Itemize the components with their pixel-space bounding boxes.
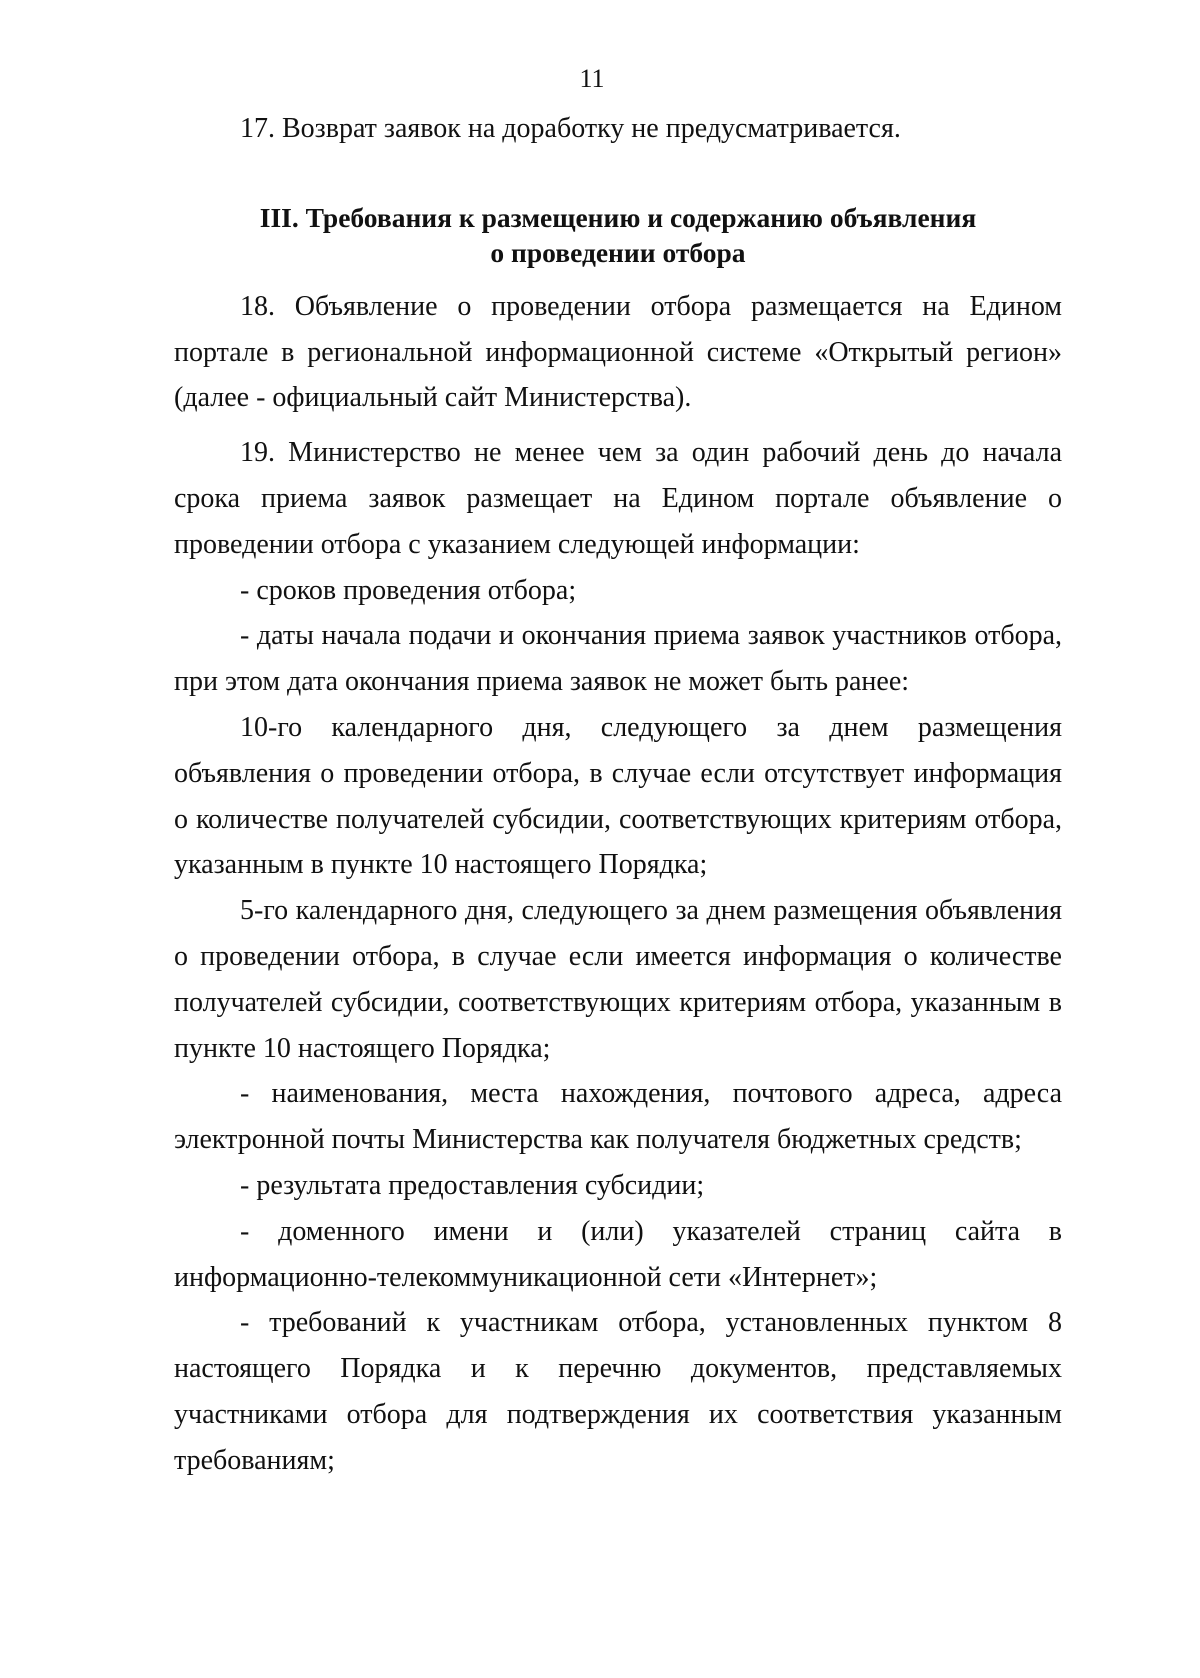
page-number: 11 [579, 64, 605, 93]
condition-5-day: 5-го календарного дня, следующего за днем размещения объявления о проведении отбора, в случае если имеется информация о количестве получателей субсидии, соответствующих критериям отбора, указанным в пункте 10 настоящего Порядка; [174, 895, 1062, 1064]
section-heading [174, 200, 1062, 270]
section-heading-line-1: III. Требования к размещению и содержанию объявления [259, 201, 977, 233]
list-item-subsidy-result: - результата предоставления субсидии; [240, 1169, 705, 1201]
list-item-deadlines: - сроков проведения отбора; [240, 574, 577, 606]
list-item-domain-name: - доменного имени и (или) указателей страниц сайта в информационно-телекоммуникационной сети «Интернет»; [174, 1215, 1062, 1293]
list-item-participant-requirements: - требований к участникам отбора, установленных пунктом 8 настоящего Порядка и к перечню документов, представляемых участниками отбора для подтверждения их соответствия указанным требованиям; [174, 1307, 1062, 1476]
list-item-dates: - даты начала подачи и окончания приема заявок участников отбора, при этом дата окончания приема заявок не может быть ранее: [174, 620, 1062, 698]
condition-10-day: 10-го календарного дня, следующего за днем размещения объявления о проведении отбора, в случае если отсутствует информация о количестве получателей субсидии, соответствующих критериям отбора, указанным в пункте 10 настоящего Порядка; [174, 711, 1062, 881]
paragraph-18: 18. Объявление о проведении отбора размещается на Едином портале в региональной информационной системе «Открытый регион» (далее - официальный сайт Министерства). [174, 290, 1062, 414]
section-heading-line-2: о проведении отбора [490, 236, 746, 268]
paragraph-17: 17. Возврат заявок на доработку не предусматривается. [240, 113, 901, 144]
list-item-ministry-details: - наименования, места нахождения, почтового адреса, адреса электронной почты Министерства как получателя бюджетных средств; [174, 1078, 1062, 1156]
paragraph-19: 19. Министерство не менее чем за один рабочий день до начала срока приема заявок размещает на Едином портале объявление о проведении отбора с указанием следующей информации: [174, 437, 1062, 560]
document-body [174, 106, 1062, 1484]
